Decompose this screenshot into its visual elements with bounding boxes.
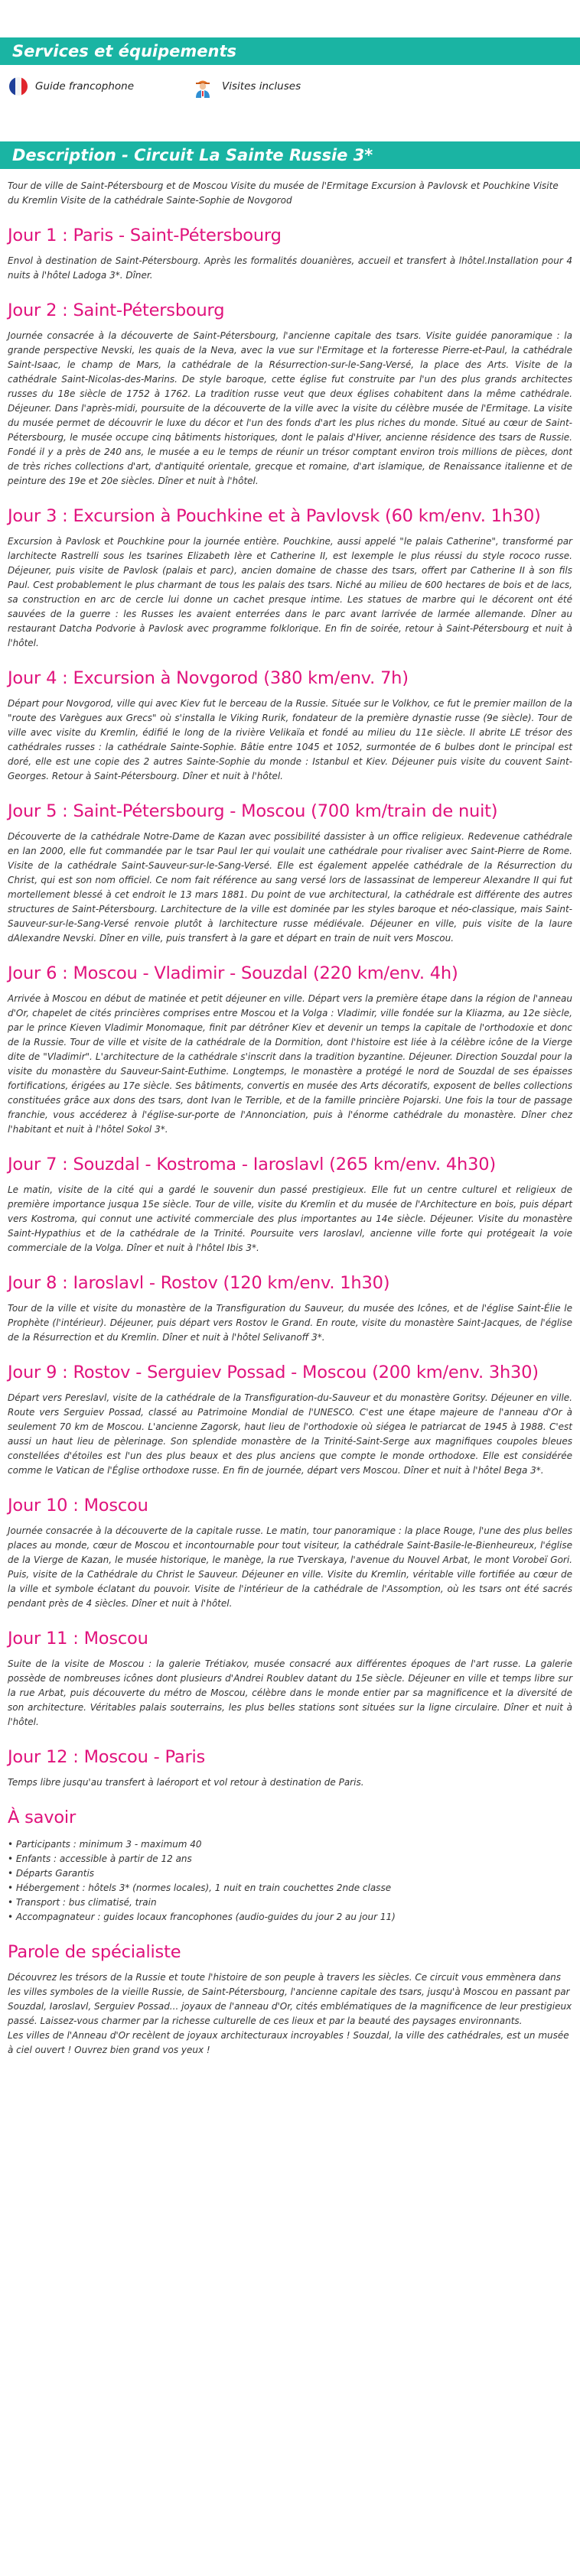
services-banner xyxy=(0,37,580,65)
list-item: • Hébergement : hôtels 3* (normes locales), 1 nuit en train couchettes 2nde classe xyxy=(8,1882,392,1893)
description-banner xyxy=(0,141,580,169)
day-title: Jour 11 : Moscou xyxy=(8,1629,148,1649)
list-item: • Enfants : accessible à partir de 12 ans xyxy=(8,1853,192,1864)
day-title: Jour 12 : Moscou - Paris xyxy=(8,1747,206,1767)
day-title: Jour 9 : Rostov - Serguiev Possad - Moscou (200 km/env. 3h30) xyxy=(8,1363,539,1382)
day-title: Jour 8 : Iaroslavl - Rostov (120 km/env. 1h30) xyxy=(8,1273,390,1293)
day-9 xyxy=(8,1345,572,1478)
day-title: Jour 4 : Excursion à Novgorod (380 km/env. 7h) xyxy=(8,668,409,688)
day-title: Jour 7 : Souzdal - Kostroma - Iaroslavl (265 km/env. 4h30) xyxy=(8,1155,496,1174)
page xyxy=(0,37,580,2576)
day-text: Découverte de la cathédrale Notre-Dame de Kazan avec possibilité dassister à un office religieux. Redevenue cathédrale en lan 2000, elle fut commandée par le tsar Paul Ier qui voulait une cathédrale pour rivaliser avec Saint-Pierre de Rome. Visite de la cathédrale Saint-Sauveur-sur-le-Sang-Versé. Elle est également appelée cathédrale de la Résurrection du Christ, qui est son nom officiel. Ce nom fait référence au sang versé lors de lassassinat de lempereur Alexandre II qui fut mortellement blessé à cet endroit le 13 mars 1881. Du point de vue architectural, la cathédrale est différente des autres structures de Saint-Pétersbourg. Larchitecture de la ville est dominée par les styles baroque et néo-classique, mais Saint-Sauveur-sur-le-Sang-Versé renvoie plutôt à larchitecture russe médiévale. Déjeuner en ville, puis visite de la laure dAlexandre Nevski. Dîner en ville, puis transfert à la gare et départ en train de nuit vers Moscou. xyxy=(8,831,572,944)
day-3 xyxy=(8,489,572,651)
day-8 xyxy=(8,1256,572,1345)
day-title: Jour 6 : Moscou - Vladimir - Souzdal (220 km/env. 4h) xyxy=(8,963,458,983)
service-visits-label: Visites incluses xyxy=(222,80,301,93)
day-4 xyxy=(8,651,572,784)
day-text: Le matin, visite de la cité qui a gardé le souvenir dun passé prestigieux. Elle fut un centre culturel et religieux de première importance jusqua 15e siècle. Tour de ville, visite du Kremlin et du musée de l'Architecture en bois, puis départ vers Kostroma, qui connut une activité commerciale des plus importantes au 14e siècle. Déjeuner. Visite du monastère Saint-Hypathius et de la cathédrale de la Trinité. Poursuite vers Iaroslavl, ancienne ville forte qui protégeait la voie commerciale de la Volga. Dîner et nuit à l'hôtel Ibis 3*. xyxy=(8,1184,572,1253)
day-title: Jour 3 : Excursion à Pouchkine et à Pavlovsk (60 km/env. 1h30) xyxy=(8,506,541,526)
day-5 xyxy=(8,784,572,946)
savoir-section xyxy=(8,1790,572,1925)
service-visits xyxy=(191,75,373,98)
tour-guide-icon xyxy=(191,75,214,98)
savoir-title: À savoir xyxy=(8,1808,77,1827)
day-11 xyxy=(8,1611,572,1730)
day-text: Excursion à Pavlosk et Pouchkine pour la journée entière. Pouchkine, aussi appelé "le palais Catherine", transformé par larchitecte Rastrelli sous les tsarines Elizabeth Ière et Catherine II, est lexemple le plus réussi du style rococo russe. Déjeuner, puis visite de Pavlosk (palais et parc), ancien domaine de chasse des tsars, offert par Catherine II à son fils Paul. Cest probablement le plus charmant de tous les palais des tsars. Niché au milieu de 600 hectares de bois et de lacs, sa construction en arc de cercle lui donne un cachet presque intime. Les statues de marbre qui le décorent ont été sauvées de la guerre : les Russes les avaient enterrées dans le parc avant larrivée de larmée allemande. Dîner au restaurant Datcha Podvorie à Pavlosk avec programme folklorique. En fin de soirée, retour à Saint-Pétersbourg et nuit à l'hôtel. xyxy=(8,536,572,648)
services-list xyxy=(0,65,580,108)
day-title: Jour 10 : Moscou xyxy=(8,1496,148,1515)
day-text: Arrivée à Moscou en début de matinée et petit déjeuner en ville. Départ vers la première étape dans la région de l'anneau d'Or, chapelet de cités princières comprises entre Moscou et la Volga : Vladimir, ville fondée sur la Kliazma, au 12e siècle, par le prince Kieven Vladimir Monomaque, finit par détrôner Kiev et devenir un temps la capitale de l'orthodoxie et donc de la Russie. Tour de ville et visite de la cathédrale de la Dormition, dont l'histoire est liée à la célèbre icône de la Vierge dite de "Vladimir". L'architecture de la cathédrale s'inscrit dans la tradition byzantine. Déjeuner. Direction Souzdal pour la visite du monastère du Sauveur-Saint-Euthime. Longtemps, le monastère a protégé le nord de Souzdal de ses épaisses fortifications, érigées au 17e siècle. Ses bâtiments, convertis en musée des Arts décoratifs, exposent de belles collections constituées grâce aux dons des tsars, dont Ivan le Terrible, et de la famille princière Pojarski. Une fois la tour de passage franchie, vous accéderez à l'église-sur-porte de l'Annonciation, puis à l'énorme cathédrale du monastère. Dîner chez l'habitant et nuit à l'hôtel Sokol 3*. xyxy=(8,993,572,1135)
day-text: Journée consacrée à la découverte de Saint-Pétersbourg, l'ancienne capitale des tsars. Visite guidée panoramique : la grande perspective Nevski, les quais de la Neva, avec la vue sur l'Ermitage et la forteresse Pierre-et-Paul, la cathédrale Saint-Isaac, le champ de Mars, la cathédrale de la Résurrection-sur-le-Sang-Versé, la place des Arts. Visite de la cathédrale Saint-Nicolas-des-Marins. De style baroque, cette église fut construite par l'un des plus grands architectes russes du 18e siècle de 1752 à 1762. La tradition russe veut que deux églises cohabitent dans la même cathédrale. Déjeuner. Dans l'après-midi, poursuite de la découverte de la ville avec la visite du célèbre musée de l'Ermitage. La visite du musée permet de découvrir le luxe du décor et l'un des fonds d'art les plus riches du monde. Situé au cœur de Saint-Pétersbourg, le musée occupe cinq bâtiments historiques, dont le palais d'Hiver, ancienne résidence des tsars de Russie. Fondé il y a près de 240 ans, le musée a eu le temps de réunir un trésor comptant environ trois millions de pièces, dont de très riches collections d'art, d'antiquité orientale, grecque et romaine, d'art islamique, de Renaissance italienne et de peinture des 19e et 20e siècles. Dîner et nuit à l'hôtel. xyxy=(8,330,572,486)
description-intro: Tour de ville de Saint-Pétersbourg et de Moscou Visite du musée de l'Ermitage Excursion à Pavlovsk et Pouchkine Visite du Kremlin Visite de la cathédrale Sainte-Sophie de Novgorod xyxy=(8,180,559,206)
day-text: Temps libre jusqu'au transfert à laéroport et vol retour à destination de Paris. xyxy=(8,1777,364,1788)
day-text: Envol à destination de Saint-Pétersbourg. Après les formalités douanières, accueil et transfert à lhôtel.Installation pour 4 nuits à l'hôtel Ladoga 3*. Dîner. xyxy=(8,255,572,281)
day-2 xyxy=(8,283,572,489)
day-text: Suite de la visite de Moscou : la galerie Trétiakov, musée consacré aux différentes époques de l'art russe. La galerie possède de nombreuses icônes dont plusieurs d'Andrei Roublev datant du 15e siècle. Déjeuner en ville et temps libre sur la rue Arbat, puis découverte du métro de Moscou, célèbre dans le monde entier par sa magnificence et la diversité de son architecture. Véritables palais souterrains, les plus belles stations sont situées sur la ligne circulaire. Dîner et nuit à l'hôtel. xyxy=(8,1658,572,1727)
service-guide-label: Guide francophone xyxy=(35,80,134,93)
day-text: Départ pour Novgorod, ville qui avec Kiev fut le berceau de la Russie. Située sur le Volkhov, ce fut le premier maillon de la "route des Varègues aux Grecs" où s'installa le Viking Rurik, fondateur de la première dynastie russe (9e siècle). Tour de ville avec visite du Kremlin, édifié le long de la rivière Velikaïa et fondé au milieu du 11e siècle. Il abrite LE trésor des cathédrales russes : la cathédrale Sainte-Sophie. Bâtie entre 1045 et 1052, surmontée de 6 bulbes dont le principal est doré, elle est une copie des 2 autres Sainte-Sophie du monde : Istanbul et Kiev. Déjeuner puis visite du couvent Saint-Georges. Retour à Saint-Pétersbourg. Dîner et nuit à l'hôtel. xyxy=(8,698,572,781)
day-title: Jour 1 : Paris - Saint-Pétersbourg xyxy=(8,226,282,245)
list-item: • Transport : bus climatisé, train xyxy=(8,1897,157,1908)
services-title: Services et équipements xyxy=(12,42,237,60)
list-item: • Départs Garantis xyxy=(8,1868,95,1879)
day-7 xyxy=(8,1137,572,1256)
day-text: Tour de la ville et visite du monastère de la Transfiguration du Sauveur, du musée des Icônes, et de l'église Saint-Élie le Prophète (l'intérieur). Déjeuner, puis départ vers Rostov le Grand. En route, visite du monastère Saint-Jacques, de l'église de la Résurrection et du Kremlin. Dîner et nuit à l'hôtel Selivanoff 3*. xyxy=(8,1303,572,1343)
day-10 xyxy=(8,1478,572,1611)
description-title: Description - Circuit La Sainte Russie 3* xyxy=(12,146,373,164)
day-6 xyxy=(8,946,572,1137)
day-title: Jour 2 : Saint-Pétersbourg xyxy=(8,300,225,320)
specialist-title: Parole de spécialiste xyxy=(8,1942,181,1962)
day-title: Jour 5 : Saint-Pétersbourg - Moscou (700 km/train de nuit) xyxy=(8,801,498,821)
list-item: • Participants : minimum 3 - maximum 40 xyxy=(8,1839,202,1850)
day-text: Départ vers Pereslavl, visite de la cathédrale de la Transfiguration-du-Sauveur et du monastère Goritsy. Déjeuner en ville. Route vers Serguiev Possad, classé au Patrimoine Mondial de l'UNESCO. C'est une étape majeure de l'anneau d'Or à seulement 70 km de Moscou. L'ancienne Zagorsk, haut lieu de l'orthodoxie où siégea le patriarcat de 1945 à 1988. C'est aussi un haut lieu de pèlerinage. Son splendide monastère de la Trinité-Saint-Serge aux magnifiques coupoles bleues constellées d'étoiles est l'un des plus beaux et des plus anciens que compte le monde orthodoxe. Elle est considérée comme le Vatican de l'Église orthodoxe russe. En fin de journée, départ vers Moscou. Dîner et nuit à l'hôtel Bega 3*. xyxy=(8,1392,572,1476)
specialist-text-2: Les villes de l'Anneau d'Or recèlent de joyaux architecturaux incroyables ! Souzdal, la ville des cathédrales, est un musée à ciel ouvert ! Ouvrez bien grand vos yeux ! xyxy=(8,2030,569,2055)
savoir-list xyxy=(8,1837,572,1925)
day-1 xyxy=(8,208,572,283)
day-12 xyxy=(8,1730,572,1790)
specialist-section xyxy=(8,1925,572,2058)
french-flag-icon xyxy=(9,77,28,96)
list-item: • Accompagnateur : guides locaux francophones (audio-guides du jour 2 au jour 11) xyxy=(8,1912,396,1922)
day-text: Journée consacrée à la découverte de la capitale russe. Le matin, tour panoramique : la place Rouge, l'une des plus belles places au monde, cœur de Moscou et incontournable pour tout visiteur, la cathédrale Saint-Basile-le-Bienheureux, l'église de la Vierge de Kazan, le musée historique, le manège, la rue Tverskaya, l'avenue du Nouvel Arbat, le mont Vorobeï Gori. Puis, visite de la Cathédrale du Christ le Sauveur. Déjeuner en ville. Visite du Kremlin, véritable ville fortifiée au cœur de la ville et symbole éclatant du pouvoir. Visite de l'intérieur de la cathédrale de l'Assomption, où les tsars ont été sacrés pendant près de 4 siècles. Dîner et nuit à l'hôtel. xyxy=(8,1525,572,1609)
specialist-text: Découvrez les trésors de la Russie et toute l'histoire de son peuple à travers les siècles. Ce circuit vous emmènera dans les villes symboles de la vieille Russie, de Saint-Pétersbourg, l'ancienne capitale des tsars, jusqu'à Moscou en passant par Souzdal, Iaroslavl, Serguiev Possad... joyaux de l'anneau d'Or, cités emblématiques de la magnificence de leur prestigieux passé. Laissez-vous charmer par la richesse culturelle de ces lieux et par la beauté des paysages environnants. xyxy=(8,1972,572,2026)
service-guide xyxy=(9,77,191,96)
